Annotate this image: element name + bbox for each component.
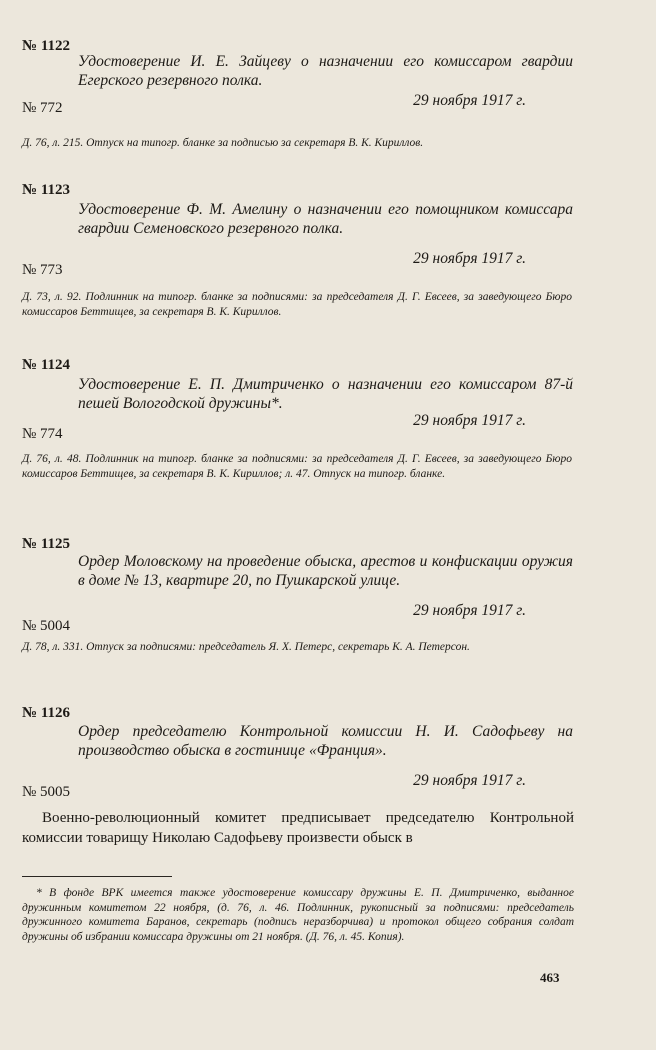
- archive-number: № 5005: [22, 784, 71, 800]
- document-date: 29 ноября 1917 г.: [413, 602, 526, 619]
- document-number: № 1123: [22, 182, 70, 198]
- document-number: № 1122: [22, 38, 70, 54]
- archive-number: № 5004: [22, 618, 71, 634]
- document-date: 29 ноября 1917 г.: [413, 92, 526, 109]
- archive-number: № 774: [22, 426, 63, 442]
- document-title: Ордер Моловскому на проведение обыска, арестов и конфискации оружия в доме № 13, квартире 20, по Пушкарской улице.: [78, 553, 573, 589]
- document-title: Удостоверение Е. П. Дмитриченко о назначении его комиссаром 87-й пешей Вологодской дружины*.: [78, 376, 573, 412]
- document-date: 29 ноября 1917 г.: [413, 250, 526, 267]
- archive-number: № 772: [22, 100, 63, 116]
- footnote-divider: [22, 876, 172, 877]
- document-number: № 1126: [22, 705, 70, 721]
- document-number: № 1124: [22, 357, 70, 373]
- archive-note: Д. 73, л. 92. Подлинник на типогр. бланке за подписями: за председателя Д. Г. Евсеев, за заведующего Бюро комиссаров Беттищев, за секретаря В. К. Кириллов.: [22, 291, 572, 318]
- page-number: 463: [540, 970, 560, 985]
- archive-note: Д. 76, л. 215. Отпуск на типогр. бланке за подписью за секретаря В. К. Кириллов.: [22, 137, 424, 149]
- document-number: № 1125: [22, 536, 70, 552]
- document-title: Удостоверение Ф. М. Амелину о назначении его помощником комиссара гвардии Семеновского резервного полка.: [78, 201, 573, 237]
- archive-note: Д. 76, л. 48. Подлинник на типогр. бланке за подписями: за председателя Д. Г. Евсеев, за заведующего Бюро комиссаров Беттищев, за секретаря В. К. Кириллов; л. 47. Отпуск на типогр. бланке.: [22, 453, 572, 480]
- document-title: Ордер председателю Контрольной комиссии Н. И. Садофьеву на производство обыска в гостинице «Франция».: [78, 723, 573, 759]
- footnote: * В фонде ВРК имеется также удостоверение комиссару дружины Е. П. Дмитриченко, выданное дружинным комитетом 22 ноября, (д. 76, л. 46. Подлинник, рукописный за подписями: председатель дружинного комитета Баранов, секретарь (подпись неразборчива) и протокол общего собрания солдат дружины об избрании комиссара дружины от 21 ноября. (Д. 76, л. 45. Копия).: [22, 887, 574, 943]
- archive-number: № 773: [22, 262, 63, 278]
- document-date: 29 ноября 1917 г.: [413, 412, 526, 429]
- archive-note: Д. 78, л. 331. Отпуск за подписями: председатель Я. X. Петерс, секретарь К. А. Петерсон.: [22, 641, 470, 653]
- document-date: 29 ноября 1917 г.: [413, 772, 526, 789]
- document-body: Военно-революционный комитет предписывает председателю Контрольной комиссии товарищу Николаю Садофьеву произвести обыск в: [22, 810, 574, 846]
- document-title: Удостоверение И. Е. Зайцеву о назначении его комиссаром гвардии Егерского резервного полка.: [78, 53, 573, 89]
